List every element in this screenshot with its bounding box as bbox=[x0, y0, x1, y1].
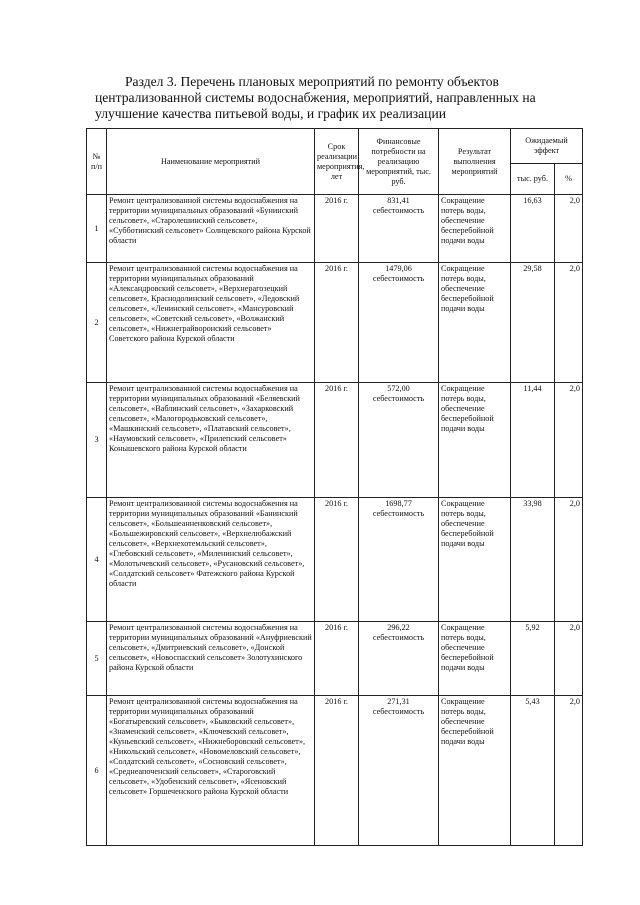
row-result: Сокращение потерь воды, обеспечение бесперебойной подачи воды bbox=[439, 263, 511, 383]
row-finance: 296,22 себестоимость bbox=[359, 622, 439, 696]
row-result: Сокращение потерь воды, обеспечение бесперебойной подачи воды bbox=[439, 498, 511, 622]
row-name: Ремонт централизованной системы водоснабжения на территории муниципальных образований «Бунинский сельсовет», «Старолешинский сельсовет», «Субботинский сельсовет» Солнцевского района Курской области bbox=[107, 195, 315, 263]
row-effect-pct: 2,0 bbox=[555, 498, 583, 622]
header-effect-pct: % bbox=[555, 164, 583, 195]
title-line-2: централизованной системы водоснабжения, мероприятий, направленных на bbox=[95, 90, 536, 105]
row-effect-rub: 33,98 bbox=[511, 498, 555, 622]
row-result: Сокращение потерь воды, обеспечение бесперебойной подачи воды bbox=[439, 622, 511, 696]
row-effect-rub: 16,63 bbox=[511, 195, 555, 263]
row-finance: 1698,77 себестоимость bbox=[359, 498, 439, 622]
header-result: Результат выполнения мероприятий bbox=[439, 129, 511, 195]
header-finance: Финансовые потребности на реализацию мероприятий, тыс. руб. bbox=[359, 129, 439, 195]
row-effect-pct: 2,0 bbox=[555, 383, 583, 498]
header-effect: Ожидаемый эффект bbox=[511, 129, 583, 164]
table-row bbox=[87, 696, 583, 846]
row-term: 2016 г. bbox=[315, 498, 359, 622]
table-row bbox=[87, 622, 583, 696]
header-effect-rub: тыс. руб. bbox=[511, 164, 555, 195]
table-row bbox=[87, 263, 583, 383]
row-num: 4 bbox=[87, 498, 107, 622]
row-finance: 831,41 себестоимость bbox=[359, 195, 439, 263]
row-term: 2016 г. bbox=[315, 263, 359, 383]
row-effect-pct: 2,0 bbox=[555, 263, 583, 383]
row-num: 3 bbox=[87, 383, 107, 498]
header-name: Наименование мероприятий bbox=[107, 129, 315, 195]
row-finance: 572,00 себестоимость bbox=[359, 383, 439, 498]
row-name: Ремонт централизованной системы водоснабжения на территории муниципальных образований «Александровский сельсовет», «Верхнерагозецкий сельсовет», Краснодолинский сельсовет», «Ледовский сельсовет», «Ленинский сельсовет», «Мансуровский сельсовет», «Советский сельсовет», «Волжанский сельсовет», «Нижнеграйворонский сельсовет» Советского района Курской области bbox=[107, 263, 315, 383]
row-term: 2016 г. bbox=[315, 195, 359, 263]
row-result: Сокращение потерь воды, обеспечение бесперебойной подачи воды bbox=[439, 195, 511, 263]
row-finance: 1479,06 себестоимость bbox=[359, 263, 439, 383]
table-row bbox=[87, 498, 583, 622]
row-effect-pct: 2,0 bbox=[555, 195, 583, 263]
table-header-row bbox=[87, 129, 583, 164]
row-name: Ремонт централизованной системы водоснабжения на территории муниципальных образований «Ануфриевский сельсовет», «Дмитриевский сельсовет», «Донской сельсовет», «Новоспасский сельсовет» Золотухинского района Курской области bbox=[107, 622, 315, 696]
row-result: Сокращение потерь воды, обеспечение бесперебойной подачи воды bbox=[439, 383, 511, 498]
title-line-1: Раздел 3. Перечень плановых мероприятий по ремонту объектов bbox=[125, 74, 499, 89]
row-effect-rub: 5,43 bbox=[511, 696, 555, 846]
row-term: 2016 г. bbox=[315, 383, 359, 498]
row-num: 1 bbox=[87, 195, 107, 263]
row-name: Ремонт централизованной системы водоснабжения на территории муниципальных образований «Богатыревский сельсовет», «Быковский сельсовет», «Знаменский сельсовет», «Ключевский сельсовет», «Куньевский сельсовет», «Нижнеборовский сельсовет», «Никольский сельсовет», «Новомеловский сельсовет», «Солдатский сельсовет», «Сосновский сельсовет», «Среднеапоченский сельсовет», «Староговский сельсовет», «Удобенский сельсовет», «Ясеновский сельсовет» Горшеченского района Курской области bbox=[107, 696, 315, 846]
section-title bbox=[95, 74, 585, 122]
title-line-3: улучшение качества питьевой воды, и график их реализации bbox=[95, 106, 447, 121]
table-row bbox=[87, 383, 583, 498]
header-term: Срок реализации мероприятия, лет bbox=[315, 129, 359, 195]
row-term: 2016 г. bbox=[315, 696, 359, 846]
activities-table bbox=[86, 128, 583, 846]
row-effect-rub: 29,58 bbox=[511, 263, 555, 383]
row-effect-rub: 11,44 bbox=[511, 383, 555, 498]
row-name: Ремонт централизованной системы водоснабжения на территории муниципальных образований «Беляевский сельсовет», «Ваблинский сельсовет», «Захарковский сельсовет», «Малогородьковский сельсовет», «Машкинский сельсовет», «Платавский сельсовет», «Наумовский сельсовет», «Прилепский сельсовет» Конышевского района Курской области bbox=[107, 383, 315, 498]
row-effect-pct: 2,0 bbox=[555, 622, 583, 696]
row-name: Ремонт централизованной системы водоснабжения на территории муниципальных образований «Банинский сельсовет», «Большеанненковский сельсовет», «Большежировский сельсовет», «Верхнелюбажский сельсовет», «Верхнехотемльский сельсовет», «Глебовский сельсовет», «Миленинский сельсовет», «Молотычевский сельсовет», «Русановский сельсовет», «Солдатский сельсовет» Фатежского района Курской области bbox=[107, 498, 315, 622]
row-result: Сокращение потерь воды, обеспечение бесперебойной подачи воды bbox=[439, 696, 511, 846]
row-effect-pct: 2,0 bbox=[555, 696, 583, 846]
row-num: 5 bbox=[87, 622, 107, 696]
row-effect-rub: 5,92 bbox=[511, 622, 555, 696]
row-num: 2 bbox=[87, 263, 107, 383]
row-finance: 271,31 себестоимость bbox=[359, 696, 439, 846]
header-num: № п/п bbox=[87, 129, 107, 195]
table-row bbox=[87, 195, 583, 263]
row-term: 2016 г. bbox=[315, 622, 359, 696]
row-num: 6 bbox=[87, 696, 107, 846]
